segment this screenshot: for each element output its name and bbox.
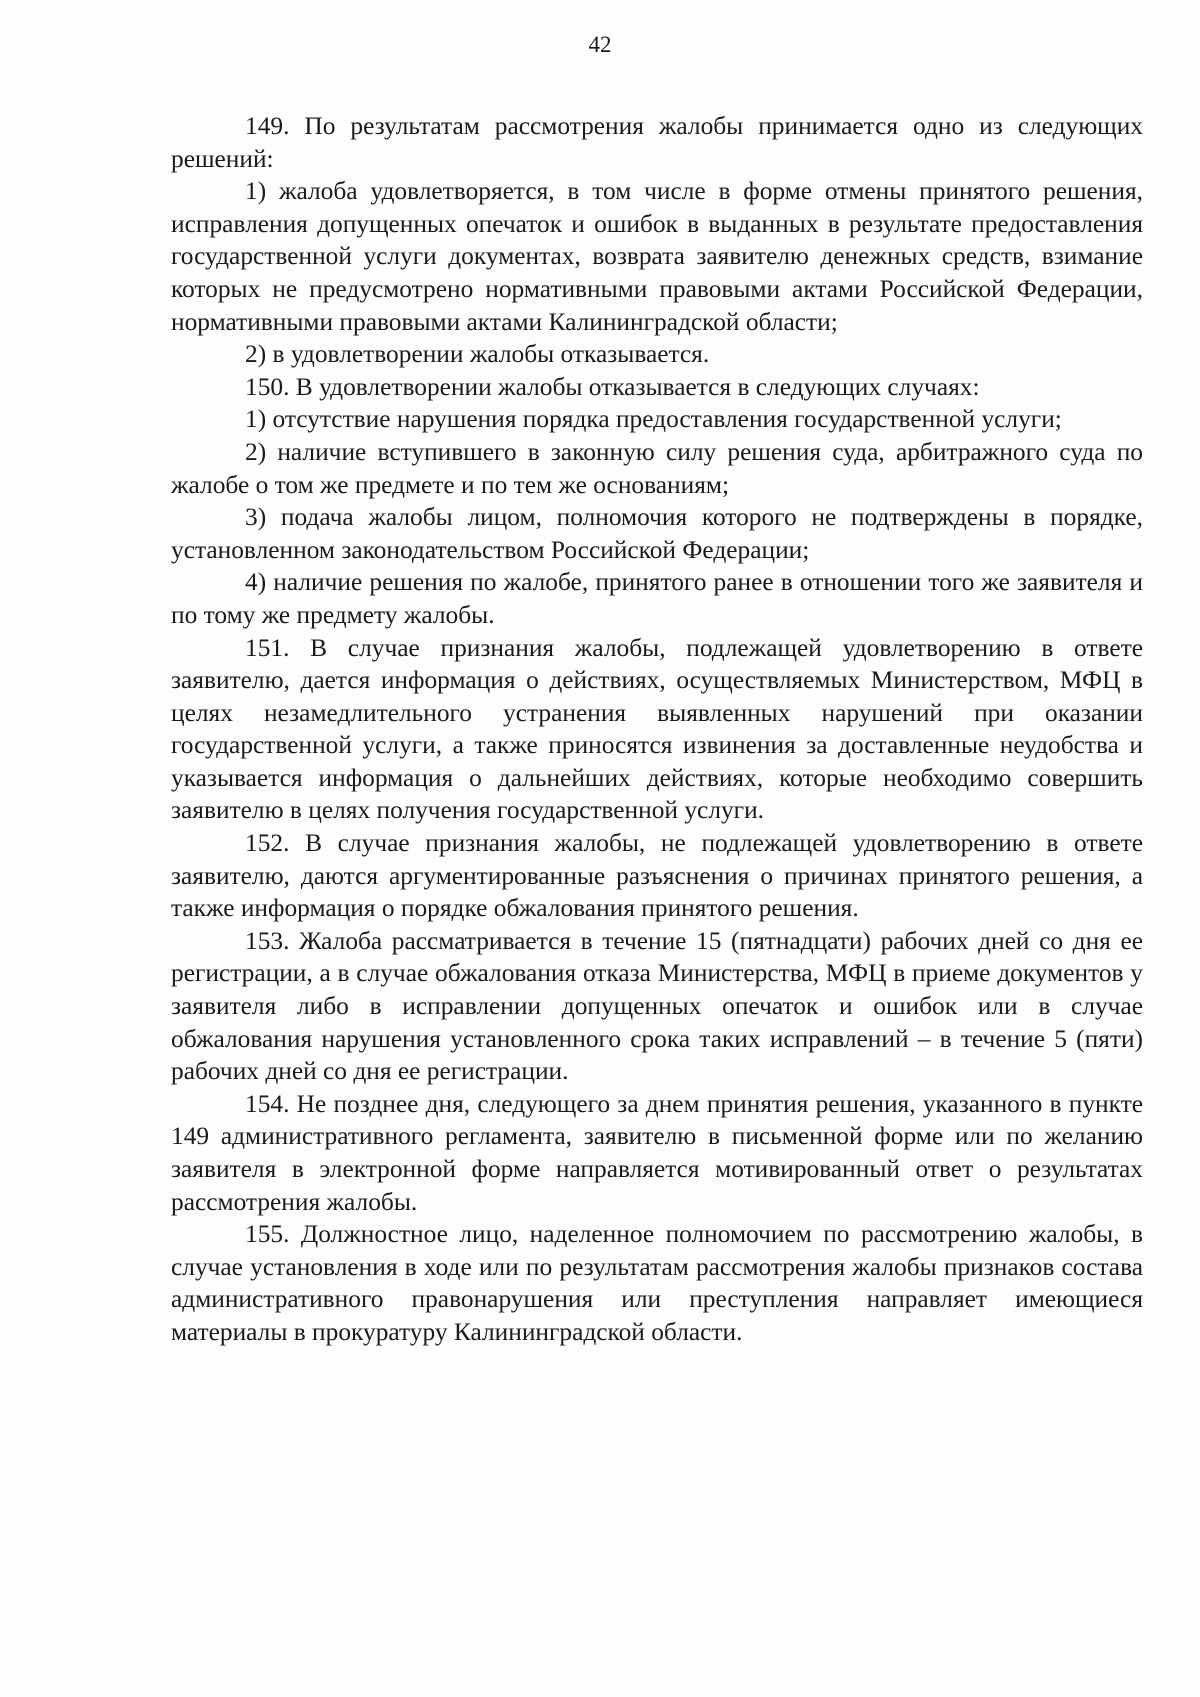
- paragraph-151: 151. В случае признания жалобы, подлежащей удовлетворению в ответе заявителю, дается информация о действиях, осуществляемых Министерством, МФЦ в целях незамедлительного устранения выявленных нарушений при оказании государственной услуги, а также приносятся извинения за доставленные неудобства и указывается информация о дальнейших действиях, которые необходимо совершить заявителю в целях получения государственной услуги.: [171, 633, 1143, 825]
- paragraph-154: 154. Не позднее дня, следующего за днем принятия решения, указанного в пункте 149 административного регламента, заявителю в письменной форме или по желанию заявителя в электронной форме направляется мотивированный ответ о результатах рассмотрения жалобы.: [171, 1089, 1143, 1216]
- paragraph-150-item-4: 4) наличие решения по жалобе, принятого ранее в отношении того же заявителя и по тому же предмету жалобы.: [171, 568, 1143, 629]
- paragraph-150: 150. В удовлетворении жалобы отказывается в следующих случаях:: [245, 372, 980, 401]
- paragraph-153: 153. Жалоба рассматривается в течение 15 (пятнадцати) рабочих дней со дня ее регистрации, а в случае обжалования отказа Министерства, МФЦ в приеме документов у заявителя либо в исправлении допущенных опечаток и ошибок или в случае обжалования нарушения установленного срока таких исправлений – в течение 5 (пяти) рабочих дней со дня ее регистрации.: [171, 926, 1143, 1086]
- paragraph-149: 149. По результатам рассмотрения жалобы принимается одно из следующих решений:: [171, 112, 1143, 173]
- paragraph-150-item-2: 2) наличие вступившего в законную силу решения суда, арбитражного суда по жалобе о том же предмете и по тем же основаниям;: [171, 437, 1143, 499]
- paragraph-149-item-2: 2) в удовлетворении жалобы отказывается.: [245, 340, 710, 369]
- paragraph-155: 155. Должностное лицо, наделенное полномочием по рассмотрению жалобы, в случае установления в ходе или по результатам рассмотрения жалобы признаков состава административного правонарушения или преступления направляет имеющиеся материалы в прокуратуру Калининградской области.: [171, 1220, 1143, 1346]
- paragraph-149-item-1: 1) жалоба удовлетворяется, в том числе в форме отмены принятого решения, исправления допущенных опечаток и ошибок в выданных в результате предоставления государственной услуги документах, возврата заявителю денежных средств, взимание которых не предусмотрено нормативными правовыми актами Российской Федерации, нормативными правовыми актами Калининградской области;: [171, 177, 1143, 336]
- paragraph-152: 152. В случае признания жалобы, не подлежащей удовлетворению в ответе заявителю, даются аргументированные разъяснения о причинах принятого решения, а также информация о порядке обжалования принятого решения.: [171, 829, 1143, 923]
- document-body: [171, 110, 1143, 1349]
- paragraph-150-item-3: 3) подача жалобы лицом, полномочия которого не подтверждены в порядке, установленном законодательством Российской Федерации;: [171, 503, 1143, 564]
- page-number: 42: [588, 32, 612, 57]
- paragraph-150-item-1: 1) отсутствие нарушения порядка предоставления государственной услуги;: [245, 405, 1062, 434]
